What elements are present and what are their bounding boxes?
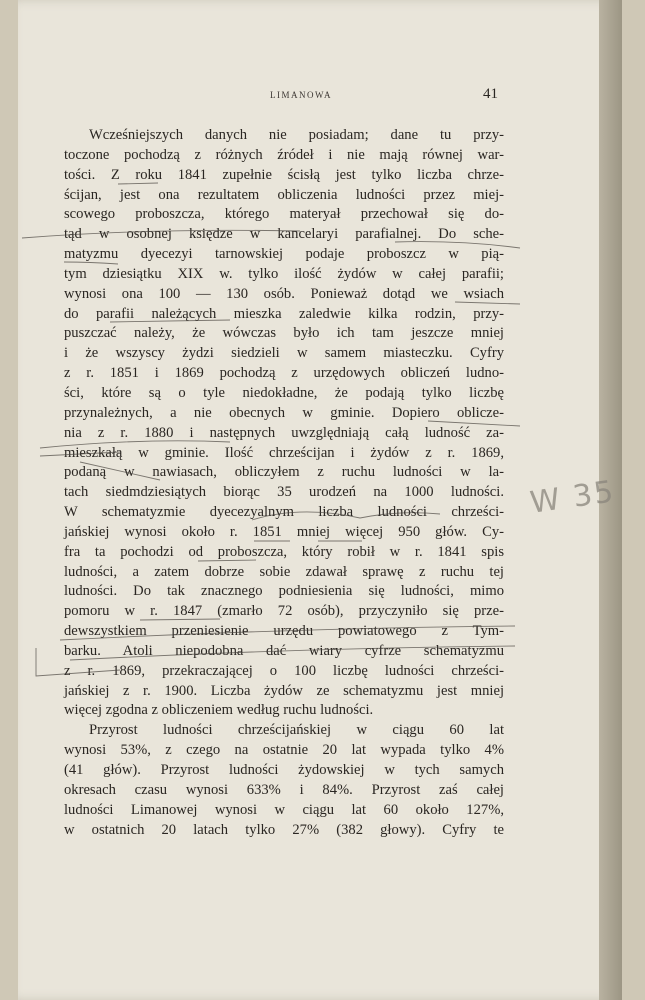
page-number: 41 xyxy=(483,86,498,102)
text-line: W schematyzmie dyecezyalnym liczba ludności chrześci- xyxy=(64,504,504,521)
text-line: wynosi 53%, z czego na ostatnie 20 lat wypada tylko 4% xyxy=(64,742,504,759)
text-line: ści, które są o tyle niedokładne, że podają tylko liczbę xyxy=(64,384,504,401)
text-line: z r. 1869, przekraczającej o 100 liczbę ludności chrześci- xyxy=(64,662,504,679)
text-line: przynależnych, a nie obecnych w gminie. Dopiero oblicze- xyxy=(64,404,504,421)
text-line: tach siedmdziesiątych biorąc 35 urodzeń na 1000 ludności. xyxy=(64,484,504,501)
text-line: więcej zgodna z obliczeniem według ruchu ludności. xyxy=(64,702,374,719)
text-line: tąd w osobnej księdze w kancelaryi parafialnej. Do sche- xyxy=(64,226,504,243)
pencil-margin-note: W 35 xyxy=(527,474,618,521)
text-line: i że wszyscy żydzi siedzieli w samem miasteczku. Cyfry xyxy=(64,345,504,362)
text-line: mieszkałą w gminie. Ilość chrześcijan i żydów z r. 1869, xyxy=(64,444,504,461)
text-line: barku. Atoli niepodobna dać wiary cyfrze schematyzmu xyxy=(64,642,504,659)
text-line: toczone pochodzą z różnych źródeł i nie mają równej war- xyxy=(64,146,504,163)
text-line: w ostatnich 20 latach tylko 27% (382 głowy). Cyfry te xyxy=(64,821,504,838)
text-line: ludności Limanowej wynosi w ciągu lat 60 około 127%, xyxy=(64,801,504,818)
text-line: tości. Z roku 1841 zupełnie ścisłą jest tylko liczba chrze- xyxy=(64,166,504,183)
text-line: okresach czasu wynosi 633% i 84%. Przyrost zaś całej xyxy=(64,781,504,798)
text-line: jańskiej z r. 1900. Liczba żydów ze schematyzmu jest mniej xyxy=(64,682,504,699)
text-line: wynosi ona 100 — 130 osób. Ponieważ dotąd we wsiach xyxy=(64,285,504,302)
text-line: podaną w nawiasach, obliczyłem z ruchu ludności w la- xyxy=(64,464,504,481)
text-line: z r. 1851 i 1869 pochodzą z urzędowych obliczeń ludno- xyxy=(64,365,504,382)
text-line: nia z r. 1880 i następnych uwzględniają całą ludność za- xyxy=(64,424,504,441)
text-line: pomoru w r. 1847 (zmarło 72 osób), przyczyniło się prze- xyxy=(64,603,504,620)
text-line: do parafii należących mieszka zaledwie kilka rodzin, przy- xyxy=(64,305,504,322)
text-line: Przyrost ludności chrześcijańskiej w ciągu 60 lat xyxy=(89,722,504,739)
page-header xyxy=(70,86,500,110)
text-line: jańskiej wynosi około r. 1851 mniej więcej 950 głów. Cy- xyxy=(64,523,504,540)
text-line: (41 głów). Przyrost ludności żydowskiej w tych samych xyxy=(64,762,504,778)
text-line: fra ta pochodzi od proboszcza, który robił w r. 1841 spis xyxy=(64,543,504,560)
text-line: scowego proboszcza, którego materyał przechował się do- xyxy=(64,206,504,223)
text-line: matyzmu dyecezyi tarnowskiej podaje proboszcz w pią- xyxy=(64,246,504,263)
text-line: ścijan, jest ona rezultatem obliczenia ludności przez miej- xyxy=(64,186,504,203)
text-line: ludności, a zatem dobrze sobie zdawał sprawę z ruchu tej xyxy=(64,563,504,580)
text-line: dewszystkiem przeniesienie urzędu powiatowego z Tym- xyxy=(64,623,504,640)
text-line: tym dziesiątku XIX w. tylko ilość żydów w całej parafii; xyxy=(64,265,504,282)
text-line: Wcześniejszych danych nie posiadam; dane tu przy- xyxy=(89,127,504,143)
body-text xyxy=(64,126,504,840)
text-line: puszczać należy, że wówczas było ich tam jeszcze mniej xyxy=(64,325,504,342)
text-line: ludności. Do tak znacznego podniesienia się ludności, mimo xyxy=(64,583,504,600)
running-head: LIMANOWA xyxy=(270,90,332,100)
